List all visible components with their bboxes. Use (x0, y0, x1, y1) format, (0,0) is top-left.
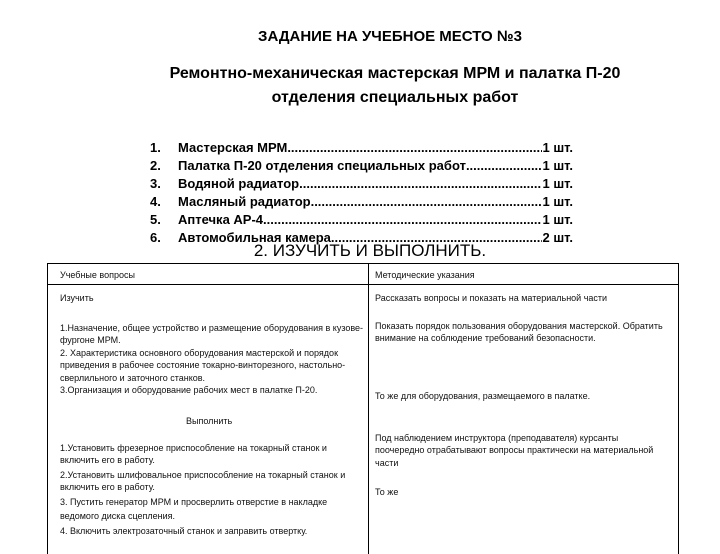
item-label: Аптечка АР-4 (178, 212, 264, 227)
equipment-list (150, 139, 573, 247)
item-label: Автомобильная камера (178, 230, 331, 245)
list-item (150, 211, 573, 229)
item-number: 1. (150, 140, 161, 155)
do-item: 4. Включить электрозаточный станок и заправить отвертку. (60, 526, 308, 536)
study-note: Рассказать вопросы и показать на материальной части (375, 293, 608, 303)
do-item: 3. Пустить генератор МРМ и просверлить отверстие в накладке ведомого диска сцепления. (60, 497, 328, 521)
list-item (150, 139, 573, 157)
subtitle-line-2: отделения специальных работ (271, 89, 519, 106)
do-note: То же (375, 487, 399, 497)
do-label: Выполнить (186, 416, 233, 426)
item-number: 6. (150, 230, 161, 245)
do-item: 1.Установить фрезерное приспособление на токарный станок и включить его в работу. (60, 443, 327, 466)
section-heading: 2. ИЗУЧИТЬ И ВЫПОЛНИТЬ. (253, 241, 487, 260)
item-qty: 1 шт. (542, 212, 573, 227)
item-qty: 2 шт. (542, 230, 573, 245)
study-note: То же для оборудования, размещаемого в палатке. (375, 391, 591, 401)
page-title: ЗАДАНИЕ НА УЧЕБНОЕ МЕСТО №3 (258, 28, 522, 45)
list-item (150, 175, 573, 193)
item-number: 3. (150, 176, 161, 191)
item-number: 4. (150, 194, 161, 209)
item-label: Масляный радиатор (178, 194, 311, 209)
study-item: 3.Организация и оборудование рабочих мест в палатке П-20. (60, 385, 318, 395)
do-item: 2.Установить шлифовальное приспособление на токарный станок и включить его в работу. (60, 470, 346, 493)
item-qty: 1 шт. (542, 158, 573, 173)
dot-leader (263, 211, 542, 229)
dot-leader (287, 139, 542, 157)
item-qty: 1 шт. (542, 176, 573, 191)
task-table (47, 263, 679, 554)
header-divider (48, 284, 678, 285)
item-label: Водяной радиатор (178, 176, 300, 191)
dot-leader (311, 193, 543, 211)
item-number: 2. (150, 158, 161, 173)
subtitle-line-1: Ремонтно-механическая мастерская МРМ и палатка П-20 (169, 65, 621, 82)
study-item: 2. Характеристика основного оборудования мастерской и порядок приведения в рабочее состояние токарно-винторезного, настольно-сверлильного и заточного станков. (60, 348, 346, 383)
dot-leader (466, 157, 543, 175)
item-label: Палатка П-20 отделения специальных работ (178, 158, 466, 173)
header-study-questions: Учебные вопросы (60, 270, 135, 280)
item-label: Мастерская МРМ (178, 140, 288, 155)
dot-leader (299, 175, 542, 193)
study-item: 1.Назначение, общее устройство и размещение оборудования в кузове-фургоне МРМ. (60, 323, 364, 346)
do-note: Под наблюдением инструктора (преподавателя) курсанты поочередно отрабатывают вопросы практически на материальной части (375, 433, 654, 468)
item-qty: 1 шт. (542, 194, 573, 209)
header-method-notes: Методические указания (375, 270, 475, 280)
study-label: Изучить (60, 293, 94, 303)
list-item (150, 157, 573, 175)
list-item (150, 193, 573, 211)
column-divider (368, 264, 369, 554)
item-number: 5. (150, 212, 161, 227)
study-note: Показать порядок пользования оборудования мастерской. Обратить внимание на соблюдение требований безопасности. (375, 321, 663, 344)
item-qty: 1 шт. (542, 140, 573, 155)
